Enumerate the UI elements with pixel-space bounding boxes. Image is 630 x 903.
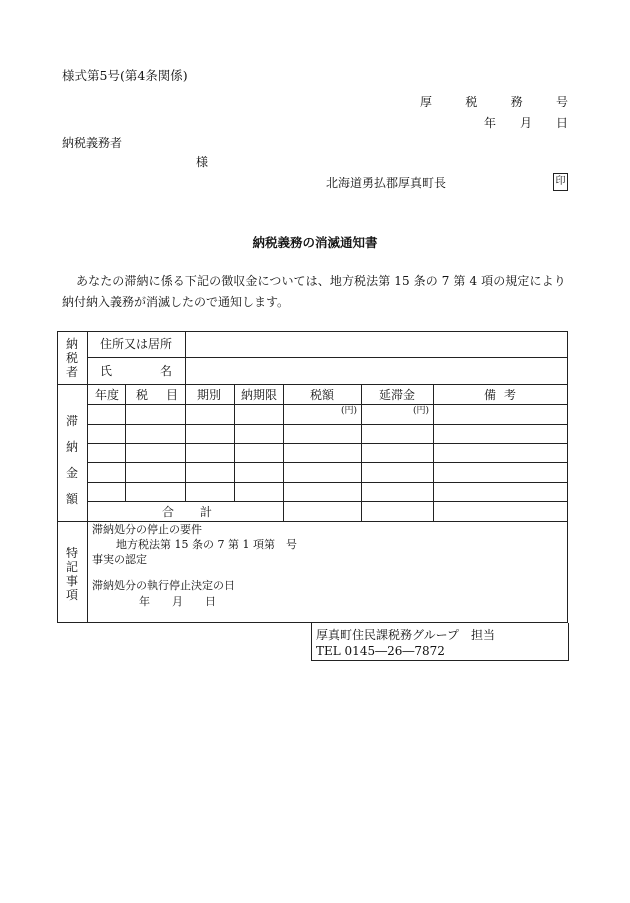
contact-tel: TEL 0145―26―7872 xyxy=(316,644,445,658)
table-rule xyxy=(87,462,568,463)
col-header-remarks-a: 備 xyxy=(484,388,497,402)
date-month: 月 xyxy=(519,116,532,130)
table-rule xyxy=(57,384,568,385)
table-column-line xyxy=(433,384,434,521)
seal-mark: 印 xyxy=(553,173,568,191)
table-column-line xyxy=(234,384,235,502)
table-border-top xyxy=(57,331,568,332)
table-rule xyxy=(87,443,568,444)
table-rule xyxy=(87,501,568,502)
col-header-remarks-b: 考 xyxy=(504,388,517,402)
note-facts: 事実の認定 xyxy=(92,553,147,566)
issue-date xyxy=(484,117,568,129)
section-char: 項 xyxy=(65,588,78,602)
note-law-reference: 地方税法第 15 条の 7 第 1 項第 号 xyxy=(116,538,297,551)
table-rule xyxy=(87,424,568,425)
note-decision-title: 滞納処分の執行停止決定の日 xyxy=(92,579,235,592)
col-header-year: 年度 xyxy=(95,388,120,402)
table-column-line xyxy=(87,331,88,623)
table-column-line xyxy=(185,384,186,502)
table-border-left xyxy=(57,331,58,623)
section-label-special xyxy=(65,546,79,602)
section-char: 記 xyxy=(65,560,78,574)
col-header-tax-item-a: 税 xyxy=(136,388,149,402)
col-header-tax-item-b: 目 xyxy=(166,388,179,402)
col-header-amount: 税額 xyxy=(310,388,335,402)
taxpayer-label: 納税義務者 xyxy=(62,136,123,150)
table-rule xyxy=(87,404,568,405)
col-header-period: 期別 xyxy=(197,388,222,402)
table-column-line xyxy=(283,384,284,521)
yen-unit-amount: (円) xyxy=(341,406,358,416)
section-char: 金 xyxy=(65,466,78,480)
document-title: 納税義務の消滅通知書 xyxy=(252,235,378,250)
note-decision-year: 年 xyxy=(139,595,150,608)
yen-unit-penalty: (円) xyxy=(413,406,430,416)
table-border-right xyxy=(567,331,568,623)
doc-number-char: 税 xyxy=(465,95,478,109)
table-rule xyxy=(87,482,568,483)
section-char: 額 xyxy=(65,492,78,506)
date-day: 日 xyxy=(555,116,568,130)
table-column-line xyxy=(125,384,126,502)
note-decision-day: 日 xyxy=(205,595,216,608)
note-decision-month: 月 xyxy=(172,595,183,608)
doc-number-char: 厚 xyxy=(420,95,433,109)
name-label-second: 名 xyxy=(160,364,173,378)
table-rule xyxy=(57,521,568,522)
section-char: 事 xyxy=(65,574,78,588)
body-text-line2: 納付納入義務が消滅したので通知します。 xyxy=(62,295,290,309)
contact-department: 厚真町住民課税務グループ 担当 xyxy=(316,628,496,642)
total-label-b: 計 xyxy=(200,505,213,519)
table-column-line xyxy=(185,331,186,384)
section-char: 者 xyxy=(65,365,78,379)
contact-box xyxy=(311,623,569,661)
honorific: 様 xyxy=(196,155,209,169)
table-rule xyxy=(87,357,568,358)
col-header-penalty: 延滞金 xyxy=(379,388,416,402)
note-requirement-title: 滞納処分の停止の要件 xyxy=(92,523,202,536)
section-char: 税 xyxy=(65,351,78,365)
form-number: 様式第5号(第4条関係) xyxy=(62,68,188,83)
address-label: 住所又は居所 xyxy=(100,337,173,351)
name-label-first: 氏 xyxy=(100,364,113,378)
section-char: 特 xyxy=(65,546,78,560)
section-label-taxpayer xyxy=(65,337,79,379)
date-year: 年 xyxy=(484,116,497,130)
section-char: 納 xyxy=(65,440,78,454)
section-char: 滞 xyxy=(65,414,78,428)
issuer-name: 北海道勇払郡厚真町長 xyxy=(326,176,447,190)
doc-number-char: 務 xyxy=(510,95,523,109)
doc-number-char: 号 xyxy=(555,95,568,109)
table-column-line xyxy=(361,384,362,521)
col-header-due: 納期限 xyxy=(241,388,278,402)
section-char: 納 xyxy=(65,337,78,351)
body-text-line1: あなたの滞納に係る下記の徴収金については、地方税法第 15 条の 7 第 4 項の規定により xyxy=(76,274,566,288)
total-label-a: 合 xyxy=(162,505,175,519)
document-number xyxy=(420,96,568,108)
section-label-arrears xyxy=(65,408,79,512)
